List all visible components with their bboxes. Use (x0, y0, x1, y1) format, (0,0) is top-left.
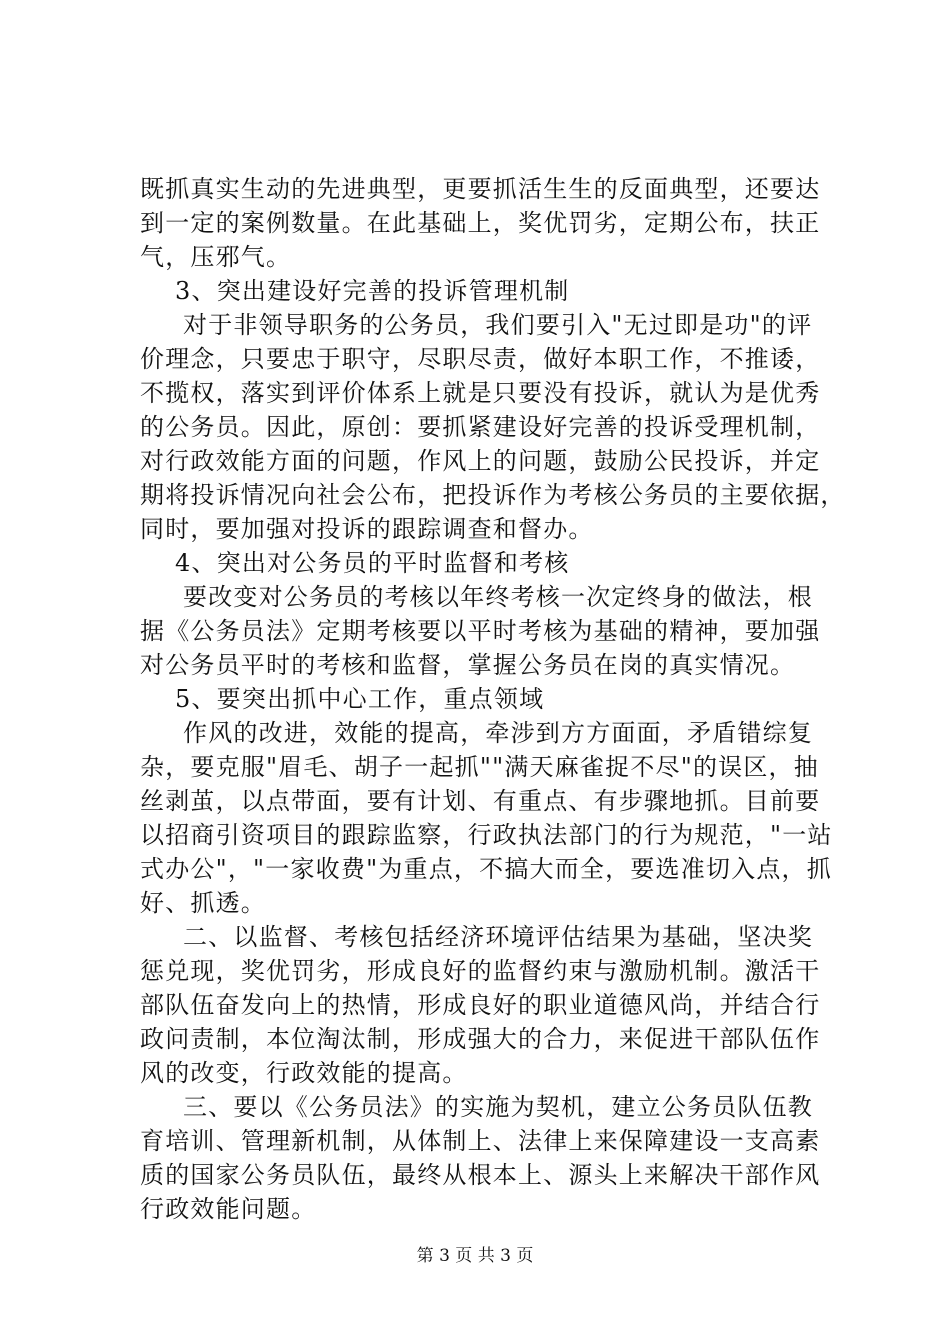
text-line: 育培训、管理新机制，从体制上、法律上来保障建设一支高素 (140, 1127, 821, 1155)
text-line: 二、以监督、考核包括经济环境评估结果为基础，坚决奖 (183, 923, 813, 951)
text-line: 对于非领导职务的公务员，我们要引入"无过即是功"的评 (183, 311, 813, 339)
text-line: 惩兑现，奖优罚劣，形成良好的监督约束与激励机制。激活干 (140, 957, 821, 985)
text-line: 以招商引资项目的跟踪监察，行政执法部门的行为规范，"一站 (140, 821, 833, 849)
text-line: 式办公"，"一家收费"为重点，不搞大而全，要选准切入点，抓 (140, 855, 832, 883)
text-line: 同时，要加强对投诉的跟踪调查和督办。 (140, 515, 594, 543)
text-line: 据《公务员法》定期考核要以平时考核为基础的精神，要加强 (140, 617, 821, 645)
text-line: 行政效能问题。 (140, 1195, 317, 1223)
text-line: 对行政效能方面的问题，作风上的问题，鼓励公民投诉，并定 (140, 447, 821, 475)
text-line: 好、抓透。 (140, 889, 266, 917)
text-line: 要改变对公务员的考核以年终考核一次定终身的做法，根 (183, 583, 813, 611)
section-heading: 5、要突出抓中心工作，重点领域 (175, 685, 545, 713)
page-number-footer: 第 3 页 共 3 页 (416, 1246, 534, 1266)
text-line: 风的改变，行政效能的提高。 (140, 1059, 468, 1087)
text-line: 价理念，只要忠于职守，尽职尽责，做好本职工作，不推诿， (140, 345, 821, 373)
text-line: 对公务员平时的考核和监督，掌握公务员在岗的真实情况。 (140, 651, 796, 679)
text-line: 到一定的案例数量。在此基础上，奖优罚劣，定期公布，扶正 (140, 209, 821, 237)
text-line: 不揽权，落实到评价体系上就是只要没有投诉，就认为是优秀 (140, 379, 821, 407)
text-line: 部队伍奋发向上的热情，形成良好的职业道德风尚，并结合行 (140, 991, 821, 1019)
text-line: 三、要以《公务员法》的实施为契机，建立公务员队伍教 (183, 1093, 813, 1121)
section-heading: 3、突出建设好完善的投诉管理机制 (175, 277, 570, 305)
text-line: 质的国家公务员队伍，最终从根本上、源头上来解决干部作风 (140, 1161, 821, 1189)
text-line: 丝剥茧，以点带面，要有计划、有重点、有步骤地抓。目前要 (140, 787, 821, 815)
text-line: 杂，要克服"眉毛、胡子一起抓""满天麻雀捉不尽"的误区，抽 (140, 753, 819, 781)
text-line: 政问责制，本位淘汰制，形成强大的合力，来促进干部队伍作 (140, 1025, 821, 1053)
text-line: 既抓真实生动的先进典型，更要抓活生生的反面典型，还要达 (140, 175, 821, 203)
text-line: 作风的改进，效能的提高，牵涉到方方面面，矛盾错综复 (183, 719, 813, 747)
section-heading: 4、突出对公务员的平时监督和考核 (175, 549, 570, 577)
text-line: 期将投诉情况向社会公布，把投诉作为考核公务员的主要依据， (140, 481, 846, 509)
text-line: 的公务员。因此，原创：要抓紧建设好完善的投诉受理机制， (140, 413, 821, 441)
text-line: 气，压邪气。 (140, 243, 292, 271)
